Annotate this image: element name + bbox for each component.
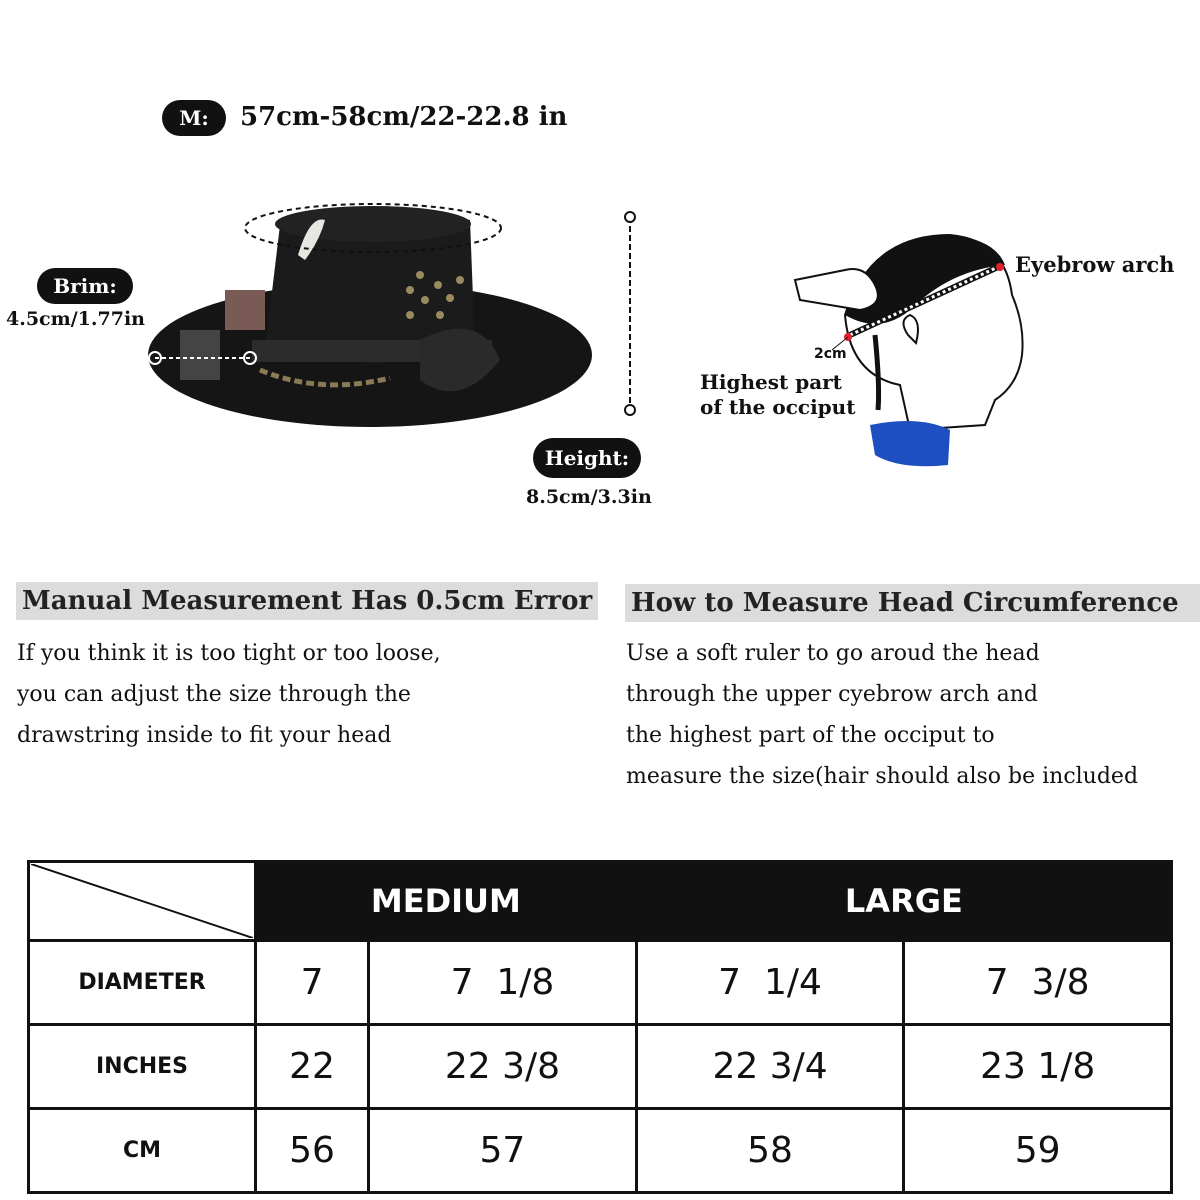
occiput-label-line1: Highest part	[700, 370, 842, 394]
eyebrow-marker	[996, 263, 1004, 271]
how-to-measure-line: Use a soft ruler to go aroud the head	[626, 641, 1040, 666]
table-row	[29, 1025, 1172, 1109]
error-note-body	[17, 633, 441, 756]
medium-header: MEDIUM	[256, 862, 637, 941]
table-cell: 7 1/4	[636, 941, 904, 1025]
table-cell: 22 3/4	[636, 1025, 904, 1109]
table-cell: 22	[256, 1025, 369, 1109]
table-row	[29, 1109, 1172, 1193]
row-label: DIAMETER	[29, 941, 256, 1025]
error-note-line: If you think it is too tight or too loose,	[17, 641, 441, 666]
size-badge	[162, 100, 226, 136]
how-to-measure-body	[626, 633, 1138, 797]
size-table	[27, 860, 1173, 1194]
corner-cell	[29, 862, 256, 941]
collar	[870, 421, 950, 466]
brim-badge	[37, 268, 133, 304]
height-badge	[533, 438, 641, 478]
table-cell: 7	[256, 941, 369, 1025]
error-note-line: you can adjust the size through the	[17, 682, 411, 707]
how-to-measure-line: through the upper cyebrow arch and	[626, 682, 1038, 707]
how-to-measure-title: How to Measure Head Circumference	[625, 584, 1200, 622]
table-cell: 57	[369, 1109, 637, 1193]
size-badge-text: M:	[179, 106, 209, 130]
table-row	[29, 941, 1172, 1025]
size-range-text: 57cm-58cm/22-22.8 in	[240, 102, 568, 132]
diagonal-line	[31, 864, 253, 938]
brim-badge-text: Brim:	[53, 274, 117, 298]
how-to-measure-line: measure the size(hair should also be included	[626, 764, 1139, 789]
occiput-label-line2: of the occiput	[700, 395, 856, 419]
large-header: LARGE	[636, 862, 1171, 941]
two-cm-label: 2cm	[814, 346, 847, 362]
table-cell: 23 1/8	[904, 1025, 1172, 1109]
height-badge-text: Height:	[544, 446, 630, 470]
size-table-header	[29, 862, 1172, 941]
table-cell: 7 3/8	[904, 941, 1172, 1025]
brim-value: 4.5cm/1.77in	[6, 308, 145, 330]
table-cell: 58	[636, 1109, 904, 1193]
table-cell: 59	[904, 1109, 1172, 1193]
table-cell: 7 1/8	[369, 941, 637, 1025]
error-note-title: Manual Measurement Has 0.5cm Error	[16, 582, 598, 620]
height-value: 8.5cm/3.3in	[526, 486, 652, 508]
height-marker	[620, 205, 640, 425]
table-cell: 56	[256, 1109, 369, 1193]
table-cell: 22 3/8	[369, 1025, 637, 1109]
eyebrow-arch-label: Eyebrow arch	[1015, 252, 1175, 277]
row-label: CM	[29, 1109, 256, 1193]
error-note-line: drawstring inside to fit your head	[17, 723, 392, 748]
row-label: INCHES	[29, 1025, 256, 1109]
how-to-measure-line: the highest part of the occiput to	[626, 723, 995, 748]
